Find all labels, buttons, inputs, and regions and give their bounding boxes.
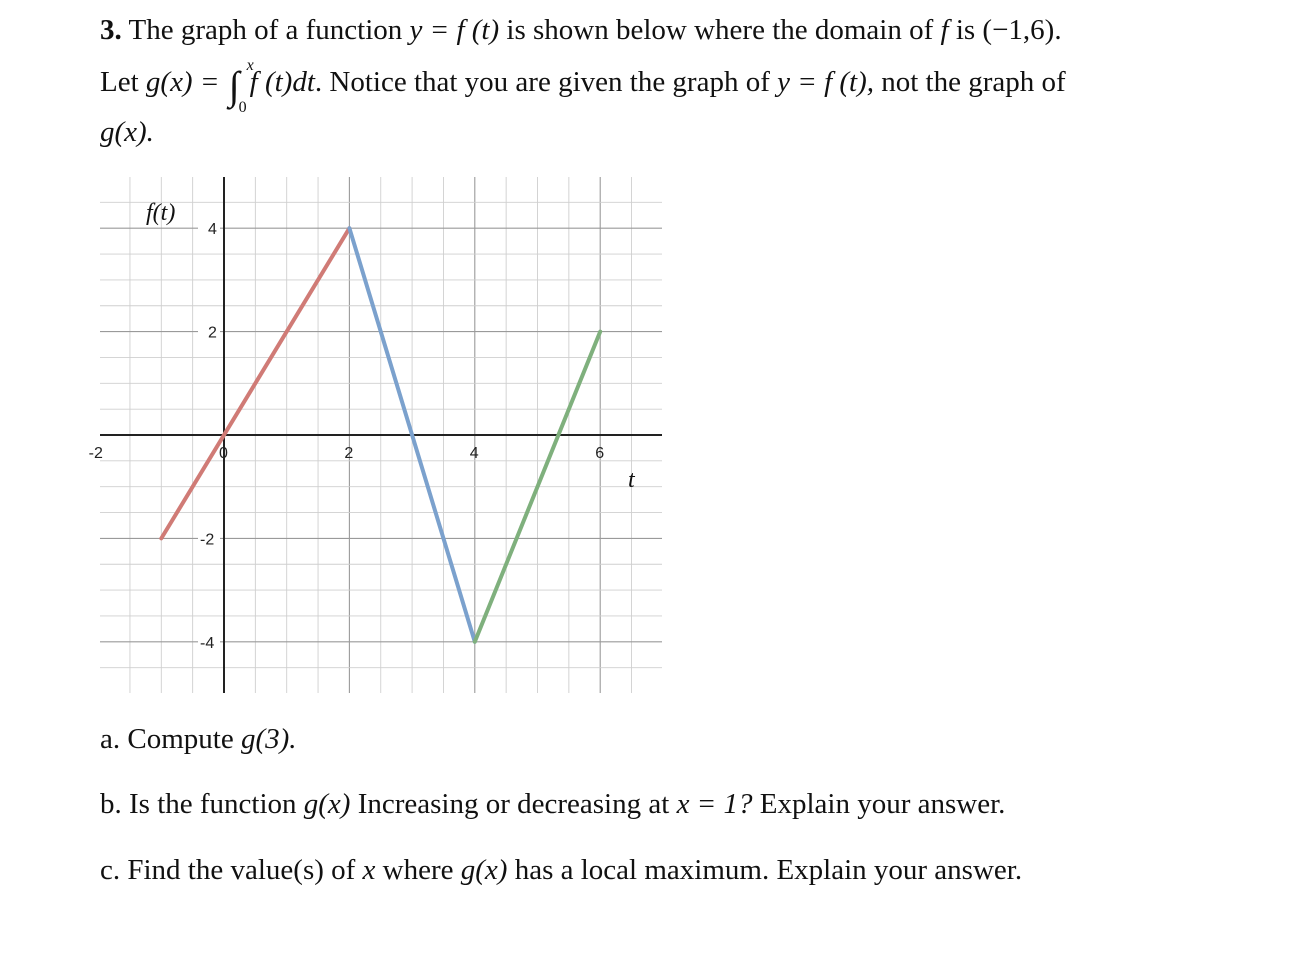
integral-sign: ∫ x 0 xyxy=(228,57,254,116)
problem-number: 3. xyxy=(100,14,122,46)
question-c-expr: g(x) xyxy=(460,854,508,886)
line2-text-a: Let xyxy=(100,66,139,98)
question-a-prefix: a. Compute xyxy=(100,723,234,755)
question-a xyxy=(100,723,297,756)
line1-domain: (−1,6). xyxy=(982,14,1062,46)
line2-g-def: g(x) = xyxy=(145,66,220,98)
line1-equation: y = f (t) xyxy=(409,14,500,46)
question-b-mid: Increasing or decreasing at xyxy=(357,788,670,820)
line1-text-c: is xyxy=(955,14,976,46)
line1-text-a: The graph of a function xyxy=(128,14,403,46)
line2-equation: y = f (t), xyxy=(777,66,874,98)
question-a-expr: g(3). xyxy=(240,723,297,755)
question-c-mid: where xyxy=(382,854,454,886)
y-axis-label: f(t) xyxy=(146,200,176,226)
line1-text-b: is shown below where the domain of xyxy=(506,14,934,46)
x-tick-label: 4 xyxy=(469,445,479,462)
line2-text-c: not the graph of xyxy=(881,66,1066,98)
y-tick-label: 4 xyxy=(208,221,217,239)
question-c xyxy=(100,854,1022,887)
integral-upper-limit: x xyxy=(246,57,254,74)
x-tick-label: 2 xyxy=(344,445,354,462)
question-b-eq: x = 1? xyxy=(676,788,753,820)
x-axis-label: t xyxy=(628,467,635,493)
integral-lower-limit: 0 xyxy=(238,99,247,116)
y-tick-label: 2 xyxy=(208,324,217,342)
question-b xyxy=(100,788,1005,821)
question-b-prefix: b. Is the function xyxy=(100,788,297,820)
question-c-x: x xyxy=(362,854,376,886)
question-b-suffix: Explain your answer. xyxy=(759,788,1006,820)
y-tick-label: -4 xyxy=(200,634,215,652)
x-tick-label: 6 xyxy=(595,445,605,462)
function-graph xyxy=(88,175,666,695)
problem-line-2 xyxy=(100,57,1066,116)
problem-line-1 xyxy=(100,14,1062,47)
line2-text-b: . Notice that you are given the graph of xyxy=(314,66,770,98)
integrand: f (t)dt xyxy=(249,66,315,98)
x-tick-label: -2 xyxy=(88,445,103,462)
y-tick-label: -2 xyxy=(200,531,215,549)
line3-g: g(x). xyxy=(100,116,154,148)
question-c-suffix: has a local maximum. Explain your answer. xyxy=(514,854,1023,886)
question-b-expr: g(x) xyxy=(303,788,351,820)
question-c-prefix: c. Find the value(s) of xyxy=(100,854,356,886)
problem-line-3 xyxy=(100,116,154,149)
line1-f: f xyxy=(940,14,949,46)
x-tick-label: 0 xyxy=(219,445,228,462)
